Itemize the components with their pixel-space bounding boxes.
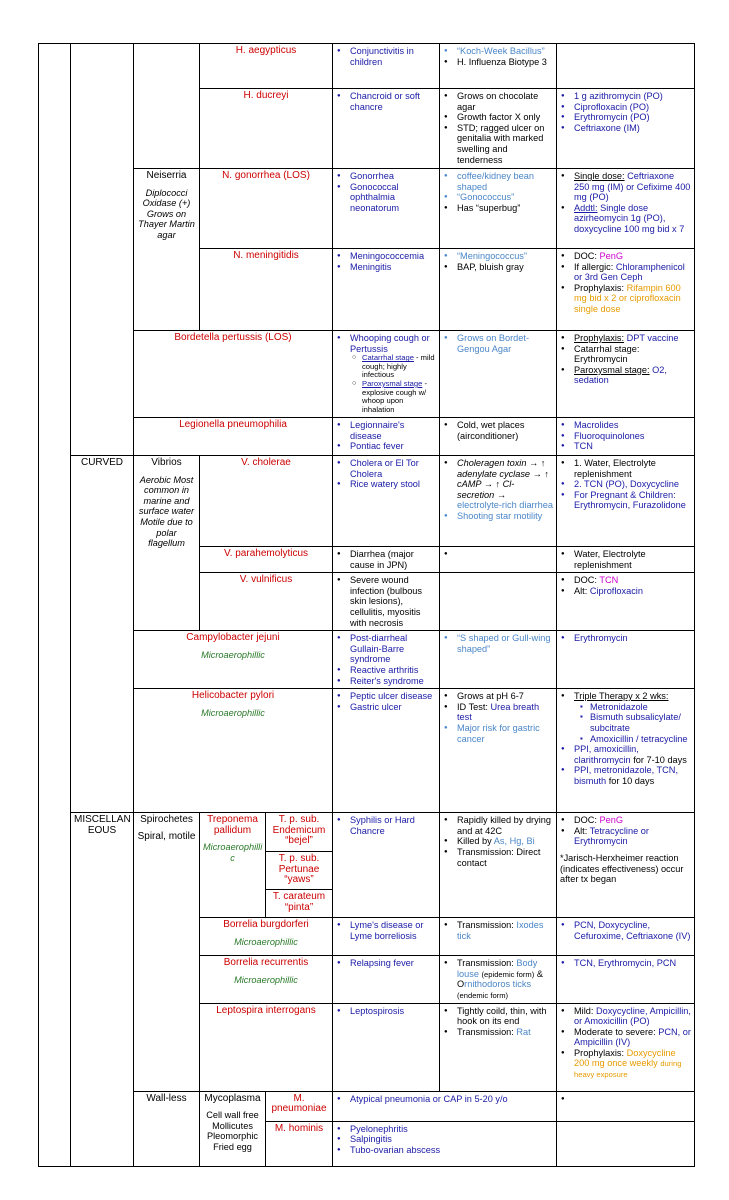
value: PPI, metronidazole, TCN, bismuth	[574, 765, 678, 786]
organism-note: Microaerophilli c	[203, 842, 263, 863]
disease-cell	[333, 456, 440, 547]
treatment-subitem: ▪ Amoxicillin / tetracycline	[590, 734, 691, 745]
disease-item: ● Reactive arthritis	[350, 665, 436, 676]
stage-label: Catarrhal stage	[362, 353, 414, 363]
label: Prophylaxis:	[574, 1047, 625, 1058]
note-text: *Jarisch-Herxheimer reaction (indicates effectiveness) occur after tx began	[560, 852, 684, 885]
category-cell-straight	[71, 44, 134, 456]
category-cell-curved: CURVED	[71, 456, 134, 813]
features-cell	[440, 547, 557, 573]
disease-item: ● Meningitis	[350, 262, 436, 273]
treatment-cell	[557, 456, 695, 547]
feature-item: ● H. Influenza Biotype 3	[457, 57, 553, 68]
treatment-item	[574, 815, 691, 826]
group-name: Neiserria	[146, 170, 187, 181]
treatment-item	[574, 1048, 691, 1080]
label: Transmission:	[457, 958, 514, 969]
treatment-item	[574, 744, 691, 765]
treatment-item	[574, 826, 691, 847]
group-name: Mycoplasma	[204, 1092, 261, 1104]
organism-cell	[200, 918, 333, 956]
value: Rat	[516, 1026, 531, 1037]
disease-item: ● Gonorrhea	[350, 171, 436, 182]
feature-item: ● Grows on Bordet-Gengou Agar	[457, 333, 553, 354]
disease-cell	[333, 1003, 440, 1091]
feature-item: ● “Koch-Week Bacillus”	[457, 46, 553, 57]
treatment-cell	[557, 1121, 695, 1166]
disease-item: ● Cholera or El Tor Cholera	[350, 458, 436, 479]
feature-item: ● “Gonococcus”	[457, 192, 553, 203]
features-cell	[440, 44, 557, 89]
value: PPI, amoxicillin, clarithromycin	[574, 744, 639, 765]
treatment-item: ● Erythromycin (PO)	[574, 112, 691, 123]
features-cell	[440, 918, 557, 956]
group-name: Vibrios	[151, 457, 182, 468]
treponema-cell	[200, 813, 266, 918]
features-cell	[440, 631, 557, 689]
treatment-item: ● Fluoroquinolones	[574, 431, 691, 442]
treatment-item	[574, 203, 691, 235]
treatment-subitem: ▪ Bismuth subsalicylate/ subcitrate	[590, 712, 691, 733]
treatment-item	[574, 575, 691, 586]
disease-item: ● Severe wound infection (bulbous skin lesions), cellulitis, myositis with necrosis	[350, 575, 436, 628]
organism-name: Legionella pneumophilia	[134, 418, 333, 456]
treatment-item	[574, 586, 691, 597]
organism-name: V. parahemolyticus	[200, 547, 333, 573]
organism-name: Borrelia recurrentis	[223, 957, 309, 969]
disease-item: ● Rice watery stool	[350, 479, 436, 490]
disease-cell	[333, 89, 440, 169]
feature-item	[457, 1027, 553, 1038]
disease-cell	[333, 689, 440, 813]
disease-cell	[333, 631, 440, 689]
value: Doxycycline, Ampicillin, or Amoxicillin (PO)	[574, 1005, 691, 1027]
treatment-item	[574, 333, 691, 344]
group-desc: Aerobic Most common in marine and surface water Motile due to polar flagellum	[138, 474, 195, 549]
disease-item: ● Pyelonephritis	[350, 1124, 553, 1135]
value: TCN	[599, 575, 619, 586]
label: Alt:	[574, 825, 588, 836]
treatment-cell	[557, 1003, 695, 1091]
feature-item	[457, 458, 553, 511]
organism-name: N. meningitidis	[200, 249, 333, 331]
organism-note: Microaerophillic	[234, 974, 298, 985]
disease-item: ● Peptic ulcer disease	[350, 691, 436, 702]
organism-name: Bordetella pertussis (LOS)	[134, 331, 333, 418]
organism-name: Helicobacter pylori	[191, 690, 275, 702]
feature-text: Choleragen toxin → ↑ adenylate cyclase → ↑ cAMP → ↑ Cl- secretion →	[457, 458, 549, 500]
feature-item: ● BAP, bluish gray	[457, 262, 553, 273]
disease-item: ● Relapsing fever	[350, 958, 436, 969]
treatment-cell	[557, 249, 695, 331]
treatment-cell	[557, 44, 695, 89]
features-cell	[440, 169, 557, 249]
treatment-cell	[557, 89, 695, 169]
disease-item: ● Tubo-ovarian abscess	[350, 1145, 553, 1156]
value: Doxycycline 200 mg once weekly	[574, 1047, 676, 1069]
label: If allergic:	[574, 261, 614, 272]
value: rnithodoros ticks	[464, 979, 532, 990]
subspecies-name: T. p. sub. Endemicum “bejel”	[266, 813, 333, 852]
organism-name: V. vulnificus	[200, 573, 333, 631]
disease-item: ● Leptospirosis	[350, 1006, 436, 1017]
treatment-item: ● Macrolides	[574, 420, 691, 431]
feature-item: ● “Meningococcus”	[457, 251, 553, 262]
group-cell-wallless: Wall-less	[134, 1091, 200, 1166]
feature-item: ● Grows on chocolate agar	[457, 91, 553, 112]
row-h-aegypticus	[39, 44, 695, 89]
disease-item: ● Syphilis or Hard Chancre	[350, 815, 436, 836]
treatment-item	[574, 283, 691, 315]
treatment-cell	[557, 631, 695, 689]
value: Ceftriaxone 250 mg (IM) or Cefixime 400 mg (PO)	[574, 171, 691, 203]
disease-cell	[333, 169, 440, 249]
disease-item: ● Reiter's syndrome	[350, 676, 436, 687]
stage-text: - explosive cough w/ whoop upon inhalation	[362, 378, 427, 414]
features-cell	[440, 249, 557, 331]
features-cell	[440, 89, 557, 169]
value: Rifampin 600 mg bid x 2 or ciprofloxacin single dose	[574, 282, 681, 314]
treatment-cell	[557, 331, 695, 418]
label: Mild:	[574, 1005, 594, 1016]
subspecies-name: T. carateum “pinta”	[266, 890, 333, 918]
feature-text: electrolyte-rich diarrhea	[457, 500, 553, 511]
disease-item: ● Atypical pneumonia or CAP in 5-20 y/o	[350, 1094, 553, 1105]
group-cell-spirochetes	[134, 813, 200, 1091]
organism-note: Microaerophillic	[201, 649, 265, 660]
organism-name: N. gonorrhea (LOS)	[200, 169, 333, 249]
treatment-item	[574, 1006, 691, 1027]
col-blank	[39, 44, 71, 1167]
feature-item: ● Growth factor X only	[457, 112, 553, 123]
feature-item: ● Cold, wet places (airconditioner)	[457, 420, 553, 441]
treatment-cell	[557, 956, 695, 1003]
treatment-item	[574, 691, 691, 744]
label: Transmission:	[457, 1026, 514, 1037]
row-bordetella	[39, 331, 695, 418]
treatment-item: ● TCN	[574, 441, 691, 452]
note: during heavy exposure	[574, 1059, 682, 1080]
label: Moderate to severe:	[574, 1026, 656, 1037]
value: As, Hg, Bi	[493, 836, 535, 847]
disease-item: ● Gastric ulcer	[350, 702, 436, 713]
group-desc: Spiral, motile	[137, 830, 196, 842]
organism-name: H. aegypticus	[200, 44, 333, 89]
features-cell	[440, 331, 557, 418]
treatment-item	[574, 251, 691, 262]
label: Prophylaxis:	[574, 282, 625, 293]
value: for 10 days	[606, 775, 655, 786]
organism-note: Microaerophillic	[201, 707, 265, 718]
feature-item: ● Major risk for gastric cancer	[457, 723, 553, 744]
group-desc: Diplococci Oxidase (+) Grows on Thayer Martin agar	[138, 187, 195, 240]
value: Ciprofloxacin	[589, 585, 643, 596]
label: Triple Therapy x 2 wks:	[574, 691, 669, 702]
disease-cell	[333, 44, 440, 89]
value: Urea breath test	[457, 701, 540, 723]
feature-item: ● Rapidly killed by drying and at 42C	[457, 815, 553, 836]
category-cell-misc: MISCELLAN EOUS	[71, 813, 134, 1166]
label: Killed by	[457, 836, 492, 847]
organism-cell	[134, 689, 333, 813]
feature-item	[457, 836, 553, 847]
organism-name: H. ducreyi	[200, 89, 333, 169]
disease-cell	[333, 956, 440, 1003]
label: DOC:	[574, 251, 597, 261]
group-cell-neiserria	[134, 169, 200, 331]
value: Chloramphenicol or 3rd Gen Ceph	[574, 261, 685, 283]
feature-item: ● Tightly coild, thin, with hook on its end	[457, 1006, 553, 1027]
row-m-pneumoniae	[39, 1091, 695, 1121]
row-n-gonorrhea	[39, 169, 695, 249]
disease-item: ● Pontiac fever	[350, 441, 436, 452]
treatment-item	[574, 1027, 691, 1048]
features-cell	[440, 456, 557, 547]
disease-item: ● Legionnaire's disease	[350, 420, 436, 441]
treatment-item: ● Catarrhal stage: Erythromycin	[574, 344, 691, 365]
value: Ixodes tick	[457, 920, 544, 941]
features-cell	[440, 418, 557, 456]
value: Tetracycline or Erythromycin	[574, 825, 649, 847]
value: for 7-10 days	[630, 754, 687, 765]
treatment-item: ● TCN, Erythromycin, PCN	[574, 958, 691, 969]
treatment-item	[574, 765, 691, 786]
features-cell	[440, 689, 557, 813]
label: Transmission:	[457, 920, 514, 931]
features-cell	[440, 573, 557, 631]
disease-item: ● Post-diarrheal Gullain-Barre syndrome	[350, 633, 436, 665]
text: & O	[457, 968, 543, 990]
disease-text: Whooping cough or Pertussis	[350, 333, 430, 354]
label: DOC:	[574, 575, 597, 586]
microbiology-table	[38, 43, 695, 1167]
feature-item	[457, 958, 553, 1000]
feature-item: ● Transmission: Direct contact	[457, 847, 553, 868]
treatment-cell	[557, 573, 695, 631]
organism-name: M. hominis	[266, 1121, 333, 1166]
feature-item	[457, 920, 553, 941]
treatment-subitem: ▪ Metronidazole	[590, 702, 691, 713]
label: Paroxysmal stage:	[574, 364, 650, 375]
treatment-cell	[557, 918, 695, 956]
features-cell	[440, 813, 557, 918]
disease-item: ● Meningococcemia	[350, 251, 436, 262]
organism-note: Microaerophillic	[234, 936, 298, 947]
label: ID Test:	[457, 701, 488, 712]
group-name: Spirochetes	[140, 814, 193, 826]
disease-cell	[333, 1091, 557, 1121]
stage-label: Paroxysmal stage	[362, 378, 423, 388]
treatment-cell	[557, 1091, 695, 1121]
treatment-item: ● Ciprofloxacin (PO)	[574, 102, 691, 113]
disease-item: ● Conjunctivitis in children	[350, 46, 436, 67]
group-cell-vibrios	[134, 456, 200, 631]
treatment-item: ● Ceftriaxone (IM)	[574, 123, 691, 134]
value: O2, sedation	[574, 364, 667, 386]
treatment-cell	[557, 689, 695, 813]
treatment-item: ● Erythromycin	[574, 633, 691, 644]
subspecies-name: T. p. sub. Pertunae “yaws”	[266, 852, 333, 890]
treatment-item	[574, 365, 691, 386]
row-campylobacter	[39, 631, 695, 689]
organism-name: Campylobacter jejuni	[186, 632, 280, 644]
organism-name: Treponema pallidum	[207, 814, 258, 836]
disease-cell	[333, 249, 440, 331]
value: DPT vaccine	[626, 333, 679, 343]
organism-cell	[134, 631, 333, 689]
treatment-item: ● 1 g azithromycin (PO)	[574, 91, 691, 102]
treatment-item: ● For Pregnant & Children: Erythromycin, Furazolidone	[574, 490, 691, 511]
treatment-cell	[557, 418, 695, 456]
features-cell	[440, 956, 557, 1003]
disease-item: ● Gonococcal ophthalmia neonatorum	[350, 182, 436, 214]
value: PenG	[599, 815, 624, 826]
value: Body louse	[457, 958, 538, 979]
organism-name: Leptospira interrogans	[200, 1003, 333, 1091]
treatment-cell	[557, 547, 695, 573]
organism-name: V. cholerae	[200, 456, 333, 547]
row-v-cholerae	[39, 456, 695, 547]
feature-item: ● STD; ragged ulcer on genitalia with marked swelling and tenderness	[457, 123, 553, 165]
treatment-item	[574, 262, 691, 283]
treatment-item	[574, 171, 691, 203]
organism-name: M. pneumoniae	[266, 1091, 333, 1121]
disease-cell	[333, 918, 440, 956]
feature-item: ● Has “superbug”	[457, 203, 553, 214]
feature-item: ● Grows at pH 6-7	[457, 691, 553, 702]
group-cell-haemophilus	[134, 44, 200, 169]
label: DOC:	[574, 815, 597, 826]
feature-item: ● “S shaped or Gull-wing shaped”	[457, 633, 553, 654]
disease-item: ● Chancroid or soft chancre	[350, 91, 436, 112]
disease-cell	[333, 813, 440, 918]
disease-cell	[333, 573, 440, 631]
disease-cell	[333, 418, 440, 456]
row-legionella	[39, 418, 695, 456]
disease-cell	[333, 547, 440, 573]
value: PCN, or Ampicillin (IV)	[574, 1026, 691, 1048]
disease-item: ● Lyme's disease or Lyme borreliosis	[350, 920, 436, 941]
note: (epidemic form)	[481, 969, 535, 979]
note: (endemic form)	[457, 990, 509, 1000]
disease-cell	[333, 1121, 557, 1166]
row-treponema-endemicum	[39, 813, 695, 852]
label: Alt:	[574, 585, 588, 596]
treatment-cell	[557, 169, 695, 249]
feature-item: ● coffee/kidney bean shaped	[457, 171, 553, 192]
stage-item	[362, 354, 436, 380]
group-desc: Cell wall free Mollicutes Pleomorphic Fried egg	[206, 1110, 259, 1152]
label: Addtl:	[574, 202, 598, 213]
disease-cell	[333, 331, 440, 418]
features-cell	[440, 1003, 557, 1091]
value: Single dose azirheomycin 1g (PO), doxycycline 100 mg bid x 7	[574, 202, 685, 234]
label: Single dose:	[574, 171, 625, 181]
row-helicobacter	[39, 689, 695, 813]
value: PenG	[599, 251, 624, 261]
disease-item: ● Salpingitis	[350, 1134, 553, 1145]
stage-item	[362, 380, 436, 414]
treatment-item: ● 2. TCN (PO), Doxycycline	[574, 479, 691, 490]
group-cell-mycoplasma	[200, 1091, 266, 1166]
organism-name: Borrelia burgdorferi	[223, 919, 309, 931]
stage-text: - mild cough; highly infectious	[362, 353, 435, 380]
disease-item	[350, 333, 436, 414]
treatment-item: ● 1. Water, Electrolyte replenishment	[574, 458, 691, 479]
disease-item: ● Diarrhea (major cause in JPN)	[350, 549, 436, 570]
feature-item: ● Shooting star motility	[457, 511, 553, 522]
organism-cell	[200, 956, 333, 1003]
label: Prophylaxis:	[574, 333, 625, 343]
treatment-cell	[557, 813, 695, 918]
feature-item	[457, 702, 553, 723]
treatment-item: ● Water, Electrolyte replenishment	[574, 549, 691, 570]
treatment-item: ● PCN, Doxycycline, Cefuroxime, Ceftriaxone (IV)	[574, 920, 691, 941]
